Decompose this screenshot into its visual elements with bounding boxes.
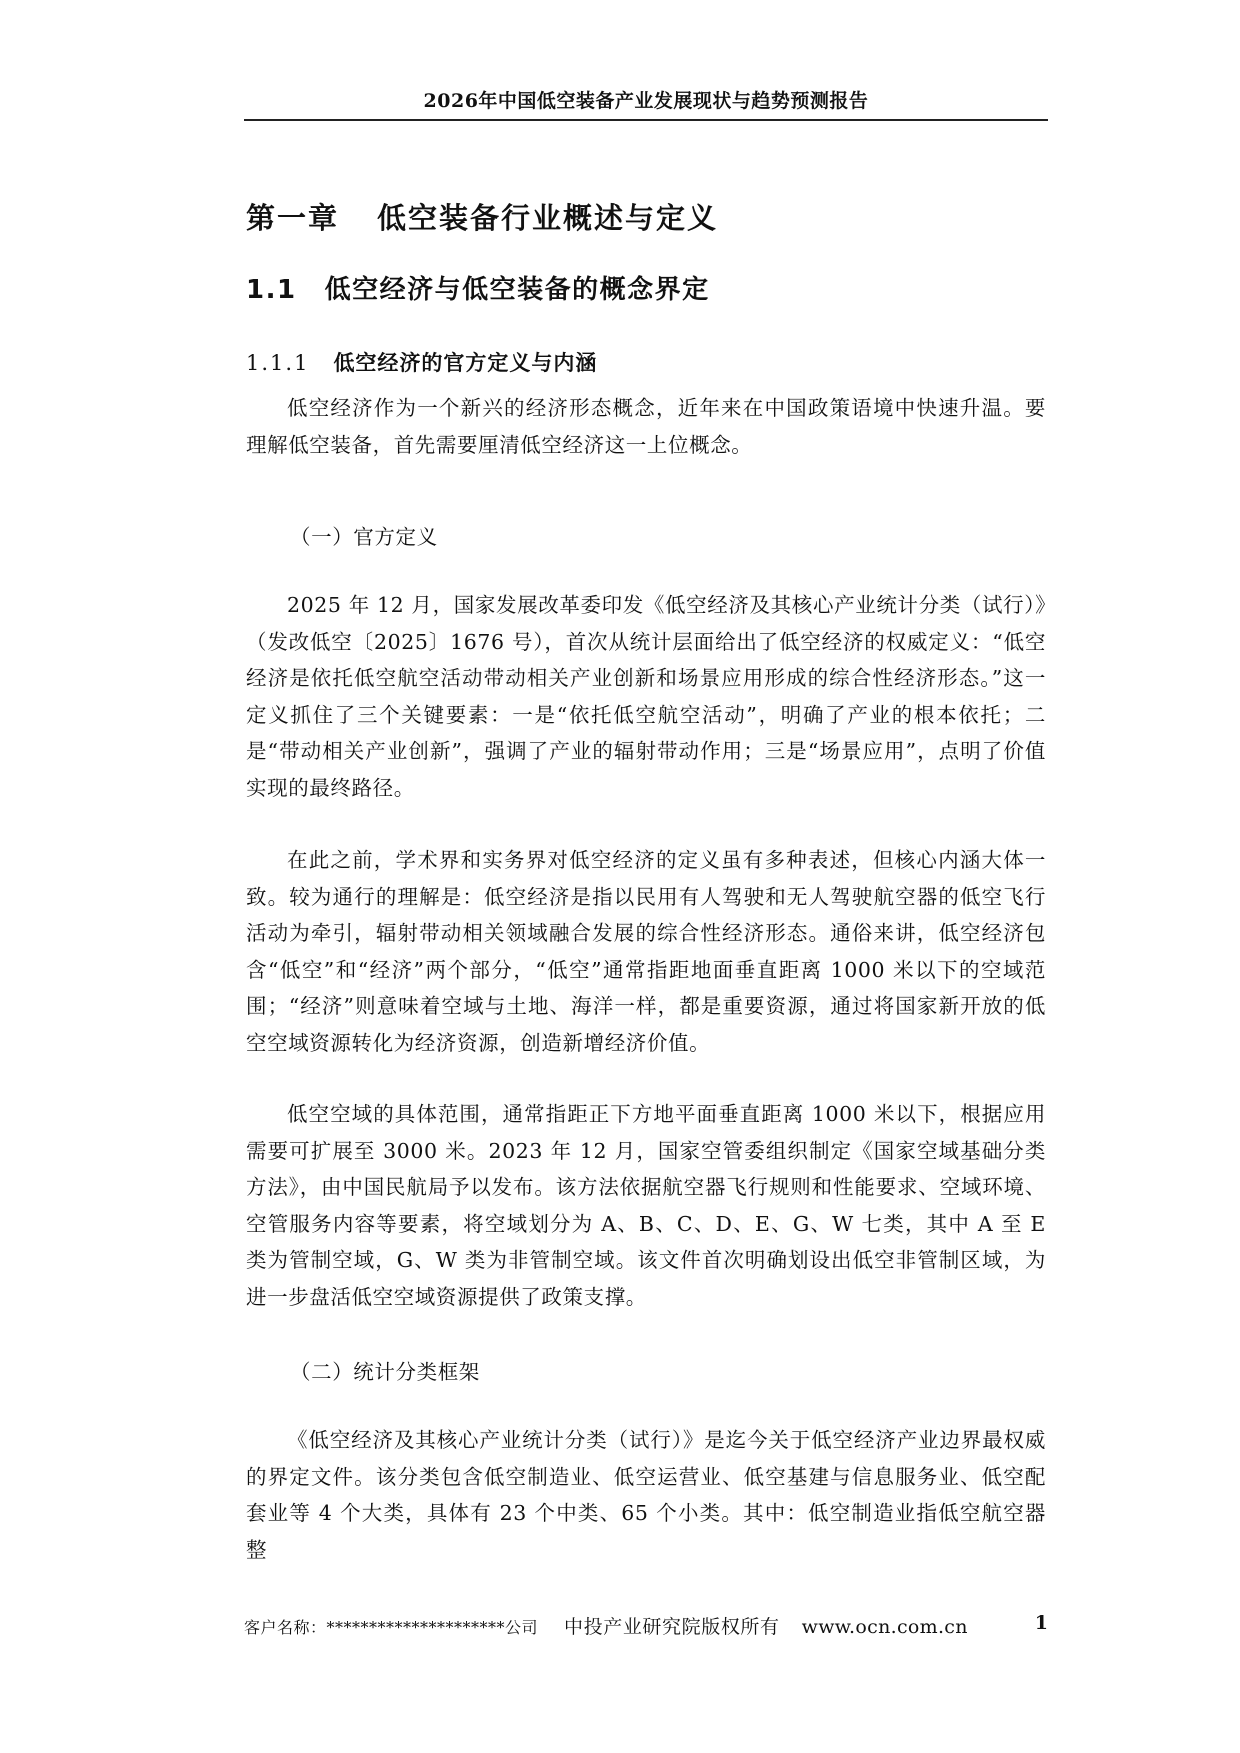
chapter-label: 第一章 (246, 201, 340, 235)
section-heading (246, 269, 710, 306)
paragraph-statistical-framework: 《低空经济及其核心产业统计分类（试行）》是迄今关于低空经济产业边界最权威的界定文件。该分类包含低空制造业、低空运营业、低空基建与信息服务业、低空配套业等 4 个大类，具体有 23 个中类、65 个小类。其中：低空制造业指低空航空器整 (246, 1428, 1046, 1562)
header-rule (244, 119, 1048, 121)
page-footer (244, 1612, 1048, 1639)
footer-client-name: 客户名称：*********************公司 (244, 1618, 539, 1637)
page-number: 1 (1034, 1612, 1048, 1634)
chapter-title: 低空装备行业概述与定义 (377, 201, 719, 235)
paragraph-official-definition: 2025 年 12 月，国家发展改革委印发《低空经济及其核心产业统计分类（试行）》（发改低空〔2025〕1676 号），首次从统计层面给出了低空经济的权威定义：“低空经济是依托低空航空活动带动相关产业创新和场景应用形成的综合性经济形态。”这一定义抓住了三个关键要素：一是“依托低空航空活动”，明确了产业的根本依托；二是“带动相关产业创新”，强调了产业的辐射带动作用；三是“场景应用”，点明了价值实现的最终路径。 (246, 593, 1046, 800)
subsection-heading (246, 347, 597, 377)
footer-website: www.ocn.com.cn (801, 1616, 968, 1638)
subheading-statistical-framework: （二）统计分类框架 (290, 1360, 480, 1384)
paragraph-common-understanding: 在此之前，学术界和实务界对低空经济的定义虽有多种表述，但核心内涵大体一致。较为通行的理解是：低空经济是指以民用有人驾驶和无人驾驶航空器的低空飞行活动为牵引，辐射带动相关领域融合发展的综合性经济形态。通俗来讲，低空经济包含“低空”和“经济”两个部分，“低空”通常指距地面垂直距离 1000 米以下的空域范围；“经济”则意味着空域与土地、海洋一样，都是重要资源，通过将国家新开放的低空空域资源转化为经济资源，创造新增经济价值。 (246, 848, 1046, 1055)
paragraph-airspace-scope: 低空空域的具体范围，通常指距正下方地平面垂直距离 1000 米以下，根据应用需要可扩展至 3000 米。2023 年 12 月，国家空管委组织制定《国家空域基础分类方法》，由中国民航局予以发布。该方法依据航空器飞行规则和性能要求、空域环境、空管服务内容等要素，将空域划分为 A、B、C、D、E、G、W 七类，其中 A 至 E 类为管制空域，G、W 类为非管制空域。该文件首次明确划设出低空非管制区域，为进一步盘活低空空域资源提供了政策支撑。 (246, 1102, 1046, 1309)
chapter-heading (246, 196, 718, 237)
section-title: 低空经济与低空装备的概念界定 (324, 275, 710, 305)
footer-copyright: 中投产业研究院版权所有 (564, 1616, 780, 1638)
subsection-number: 1.1.1 (246, 351, 310, 375)
subheading-official-definition: （一）官方定义 (290, 525, 438, 549)
running-header: 2026年中国低空装备产业发展现状与趋势预测报告 (423, 90, 869, 112)
subsection-title: 低空经济的官方定义与内涵 (333, 350, 598, 375)
section-number: 1.1 (246, 275, 297, 305)
intro-paragraph: 低空经济作为一个新兴的经济形态概念，近年来在中国政策语境中快速升温。要理解低空装备，首先需要厘清低空经济这一上位概念。 (246, 396, 1046, 457)
